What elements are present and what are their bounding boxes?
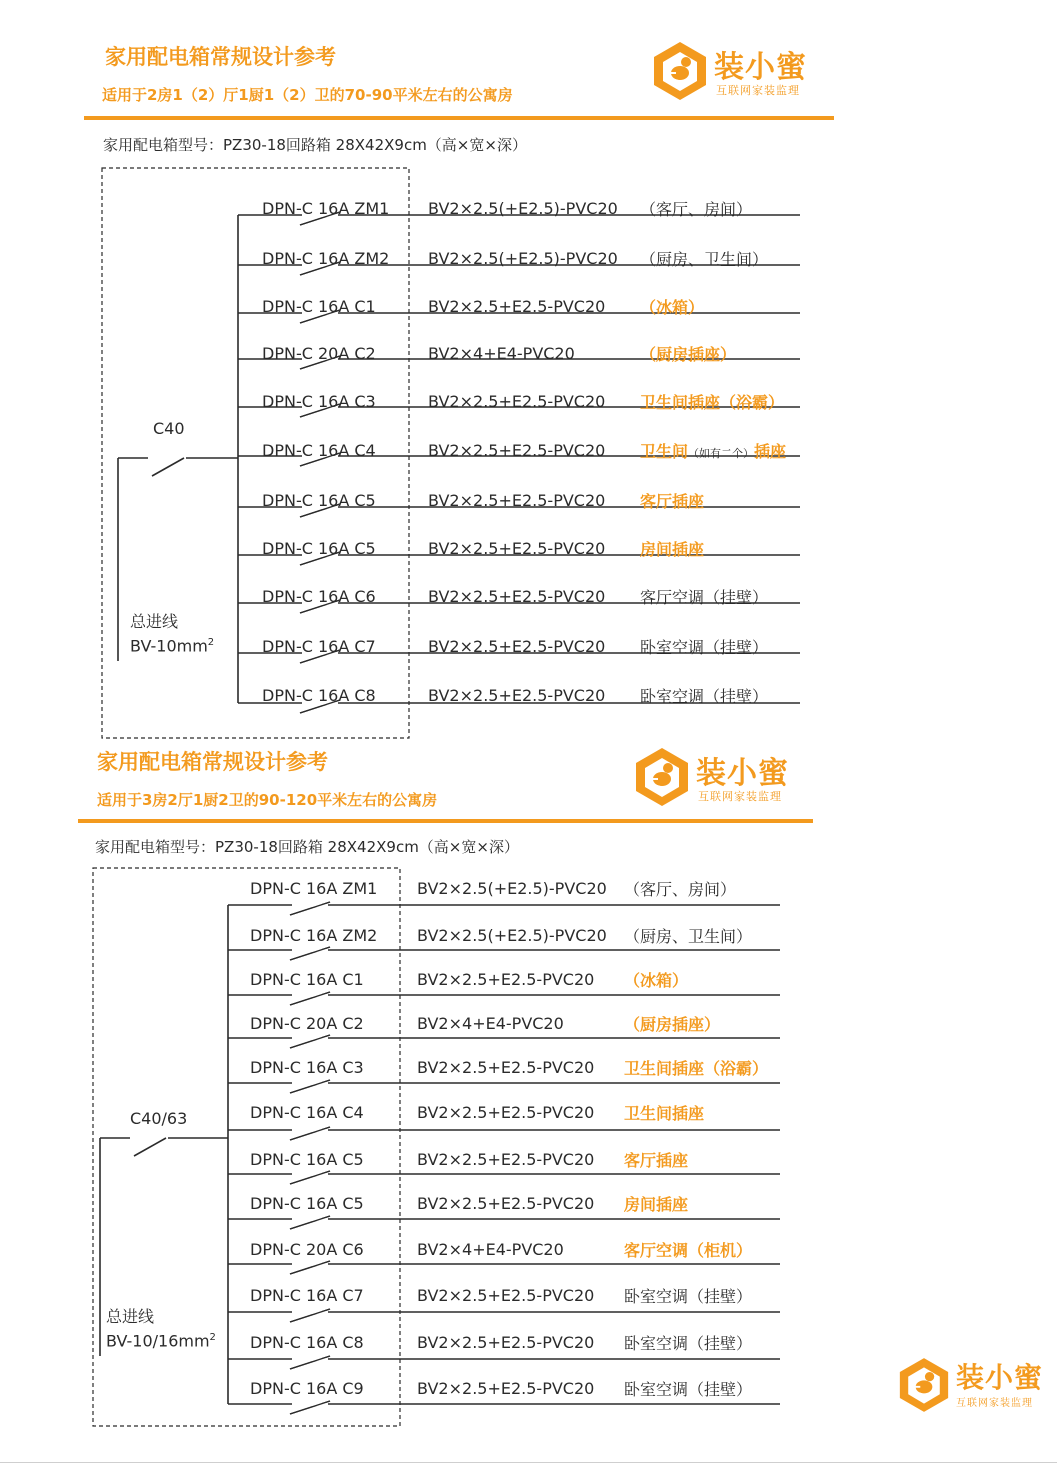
circuit-usage: （冰箱） [640,298,705,317]
breaker-label: DPN-C 16A ZM2 [262,249,390,268]
breaker-switch-arm [290,1171,330,1184]
circuit-usage: 卫生间插座（浴霸） [624,1059,769,1078]
breaker-label: DPN-C 16A C3 [262,392,376,411]
circuit-usage: 卫生间插座 [624,1104,705,1123]
breaker-label: DPN-C 16A C5 [262,539,376,558]
breaker-switch-arm [290,1356,330,1369]
cable-spec: BV2×2.5+E2.5-PVC20 [417,1379,595,1398]
brand-slogan-1: 互联网家装监理 [716,84,800,97]
box-model-1: 家用配电箱型号：PZ30-18回路箱 28X42X9cm（高×宽×深） [103,136,527,154]
circuit-usage: （冰箱） [624,971,689,990]
cable-spec: BV2×2.5+E2.5-PVC20 [417,1333,595,1352]
breaker-label: DPN-C 16A C4 [262,441,376,460]
circuit-usage: 卫生间（如有二个）插座 [640,442,787,461]
breaker-switch-arm [290,1216,330,1229]
feed-line1: 总进线 [106,1307,155,1326]
main-breaker-label: C40/63 [130,1109,188,1128]
cable-spec: BV2×2.5(+E2.5)-PVC20 [428,249,618,268]
cable-spec: BV2×2.5(+E2.5)-PVC20 [428,199,618,218]
page-title-2: 家用配电箱常规设计参考 [97,750,328,774]
breaker-switch-arm [290,1261,330,1274]
cable-spec: BV2×2.5(+E2.5)-PVC20 [417,879,607,898]
cable-spec: BV2×4+E4-PVC20 [428,344,575,363]
circuit-usage: 客厅空调（柜机） [624,1241,753,1260]
cable-spec: BV2×2.5+E2.5-PVC20 [428,539,606,558]
cable-spec: BV2×2.5(+E2.5)-PVC20 [417,926,607,945]
circuit-usage: 卫生间插座（浴霸） [640,393,785,412]
breaker-label: DPN-C 16A C8 [250,1333,364,1352]
bee-logo-icon [898,1356,950,1414]
circuit-usage: 房间插座 [640,540,705,559]
circuit-usage: （厨房、卫生间） [624,927,753,946]
breaker-switch-arm [290,1401,330,1414]
cable-spec: BV2×2.5+E2.5-PVC20 [417,970,595,989]
circuit-usage: 卧室空调（挂壁） [624,1287,753,1306]
circuit-usage: （客厅、房间） [640,200,753,219]
breaker-label: DPN-C 20A C2 [262,344,376,363]
cable-spec: BV2×2.5+E2.5-PVC20 [417,1150,595,1169]
breaker-label: DPN-C 16A ZM2 [250,926,378,945]
feed-line2: $BV-10/16mm^2$ [106,1331,216,1351]
circuit-usage: 客厅空调（挂壁） [640,588,769,607]
cable-spec: BV2×2.5+E2.5-PVC20 [417,1194,595,1213]
usage-note: （如有二个） [688,447,755,460]
cable-spec: BV2×2.5+E2.5-PVC20 [428,297,606,316]
circuit-usage: 客厅插座 [640,492,705,511]
breaker-label: DPN-C 16A C3 [250,1058,364,1077]
breaker-label: DPN-C 16A C8 [262,686,376,705]
cable-spec: BV2×2.5+E2.5-PVC20 [428,587,606,606]
page-title-1: 家用配电箱常规设计参考 [105,45,336,69]
breaker-switch-arm [290,1035,330,1048]
brand-logo-3 [898,1356,1048,1416]
brand-name-2: 装小蜜 [696,756,789,791]
breaker-switch-arm [290,947,330,960]
feed-line1: 总进线 [130,612,179,631]
brand-slogan-3: 互联网家装监理 [956,1398,1033,1409]
feed-sup: 2 [207,637,215,648]
brand-name-3: 装小蜜 [956,1361,1044,1394]
breaker-switch-arm [290,1127,330,1140]
breaker-label: DPN-C 16A C5 [262,491,376,510]
breaker-label: DPN-C 16A C4 [250,1103,364,1122]
circuit-usage: 卧室空调（挂壁） [624,1380,753,1399]
breaker-label: DPN-C 16A ZM1 [262,199,390,218]
breaker-label: DPN-C 16A C7 [250,1286,364,1305]
brand-slogan-2: 互联网家装监理 [698,790,782,803]
breaker-switch-arm [290,1309,330,1322]
cable-spec: BV2×4+E4-PVC20 [417,1240,564,1259]
cable-spec: BV2×2.5+E2.5-PVC20 [417,1286,595,1305]
breaker-label: DPN-C 20A C6 [250,1240,364,1259]
circuit-usage: 客厅插座 [624,1151,689,1170]
page-subtitle-1: 适用于2房1（2）厅1厨1（2）卫的70-90平米左右的公寓房 [102,86,513,104]
cable-spec: BV2×2.5+E2.5-PVC20 [428,392,606,411]
breaker-label: DPN-C 16A C7 [262,637,376,656]
box-model-2: 家用配电箱型号：PZ30-18回路箱 28X42X9cm（高×宽×深） [95,838,519,856]
circuit-usage: 房间插座 [624,1195,689,1214]
circuit-usage: （厨房插座） [640,345,737,364]
brand-name-1: 装小蜜 [714,50,807,85]
circuit-usage: 卧室空调（挂壁） [624,1334,753,1353]
circuit-usage: （厨房、卫生间） [640,250,769,269]
cable-spec: BV2×2.5+E2.5-PVC20 [428,491,606,510]
circuit-usage: 卧室空调（挂壁） [640,687,769,706]
breaker-label: DPN-C 16A C5 [250,1194,364,1213]
breaker-label: DPN-C 16A C6 [262,587,376,606]
cable-spec: BV2×2.5+E2.5-PVC20 [428,686,606,705]
circuit-usage: （客厅、房间） [624,880,737,899]
feed-cable-label [106,1306,216,1351]
breaker-label: DPN-C 16A C1 [250,970,364,989]
usage-tail: 插座 [754,442,787,461]
cable-spec: BV2×2.5+E2.5-PVC20 [428,637,606,656]
breaker-switch-arm [290,992,330,1005]
cable-spec: BV2×2.5+E2.5-PVC20 [417,1103,595,1122]
circuit-usage: （厨房插座） [624,1015,721,1034]
feed-sup: 2 [209,1332,216,1343]
main-breaker-switch [134,1138,166,1156]
breaker-label: DPN-C 16A C5 [250,1150,364,1169]
breaker-label: DPN-C 16A ZM1 [250,879,378,898]
cable-spec: BV2×2.5+E2.5-PVC20 [428,441,606,460]
breaker-label: DPN-C 16A C9 [250,1379,364,1398]
main-breaker-label: C40 [153,419,185,438]
breaker-label: DPN-C 16A C1 [262,297,376,316]
breaker-switch-arm [290,902,330,915]
cable-spec: BV2×4+E4-PVC20 [417,1014,564,1033]
circuit-usage: 卧室空调（挂壁） [640,638,769,657]
cable-spec: BV2×2.5+E2.5-PVC20 [417,1058,595,1077]
breaker-label: DPN-C 20A C2 [250,1014,364,1033]
page-subtitle-2: 适用于3房2厅1厨2卫的90-120平米左右的公寓房 [97,791,438,809]
feed-line2: $BV-10mm^2$ [130,636,215,656]
bottom-divider [0,1462,1057,1463]
breaker-switch-arm [290,1080,330,1093]
